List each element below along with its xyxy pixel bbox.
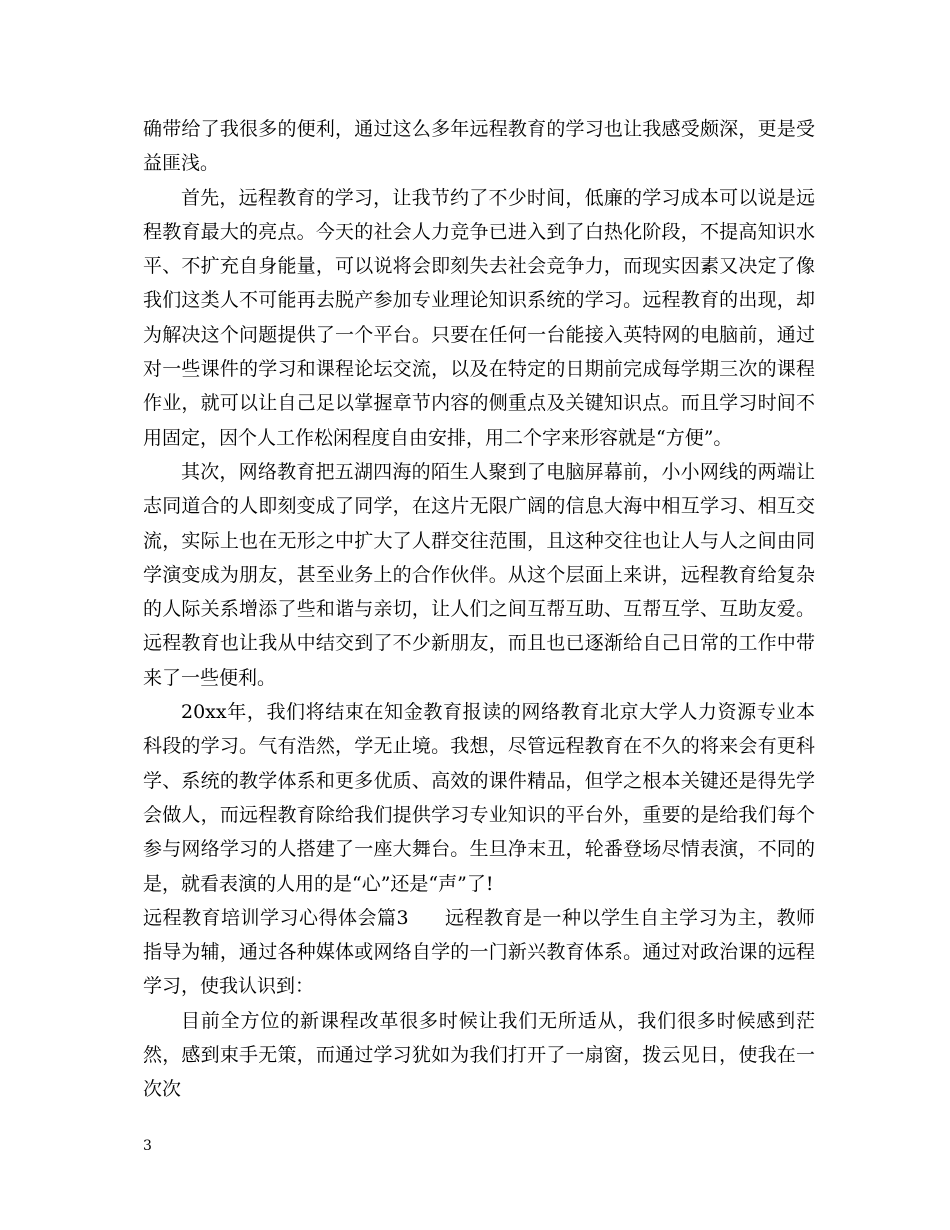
section-heading-paragraph xyxy=(143,901,815,1004)
section-intro: 远程教育是一种以学生自主学习为主，教师指导为辅，通过各种媒体或网络自学的一门新兴教育体系。通过对政治课的远程学习，使我认识到： xyxy=(143,906,815,998)
paragraph-conclusion: 20xx年，我们将结束在知金教育报读的网络教育北京大学人力资源专业本科段的学习。气有浩然，学无止境。我想，尽管远程教育在不久的将来会有更科学、系统的教学体系和更多优质、高效的课件精品，但学之根本关键还是得先学会做人，而远程教育除给我们提供学习专业知识的平台外，重要的是给我们每个参与网络学习的人搭建了一座大舞台。生旦净末丑，轮番登场尽情表演，不同的是，就看表演的人用的是“心”还是“声”了! xyxy=(143,701,815,895)
paragraph-closing: 目前全方位的新课程改革很多时候让我们无所适从，我们很多时候感到茫然，感到束手无策，而通过学习犹如为我们打开了一扇窗，拨云见日，使我在一次次 xyxy=(143,1009,815,1101)
paragraph-first: 首先，远程教育的学习，让我节约了不少时间，低廉的学习成本可以说是远程教育最大的亮点。今天的社会人力竞争已进入到了白热化阶段，不提高知识水平、不扩充自身能量，可以说将会即刻失去社会竞争力，而现实因素又决定了像我们这类人不可能再去脱产参加专业理论知识系统的学习。远程教育的出现，却为解决这个问题提供了一个平台。只要在任何一台能接入英特网的电脑前，通过对一些课件的学习和课程论坛交流，以及在特定的日期前完成每学期三次的课程作业，就可以让自己足以掌握章节内容的侧重点及关键知识点。而且学习时间不用固定，因个人工作松闲程度自由安排，用二个字来形容就是“方便”。 xyxy=(143,186,815,449)
section-title: 远程教育培训学习心得体会篇3 xyxy=(143,906,409,929)
document-body xyxy=(143,112,815,1107)
paragraph-second: 其次，网络教育把五湖四海的陌生人聚到了电脑屏幕前，小小网线的两端让志同道合的人即刻变成了同学，在这片无限广阔的信息大海中相互学习、相互交流，实际上也在无形之中扩大了人群交往范围，且这种交往也让人与人之间由同学演变成为朋友，甚至业务上的合作伙伴。从这个层面上来讲，远程教育给复杂的人际关系增添了些和谐与亲切，让人们之间互帮互助、互帮互学、互助友爱。远程教育也让我从中结交到了不少新朋友，而且也已逐渐给自己日常的工作中带来了一些便利。 xyxy=(143,460,815,689)
paragraph-continuation: 确带给了我很多的便利，通过这么多年远程教育的学习也让我感受颇深，更是受益匪浅。 xyxy=(143,118,815,175)
page-number: 3 xyxy=(143,1138,152,1154)
